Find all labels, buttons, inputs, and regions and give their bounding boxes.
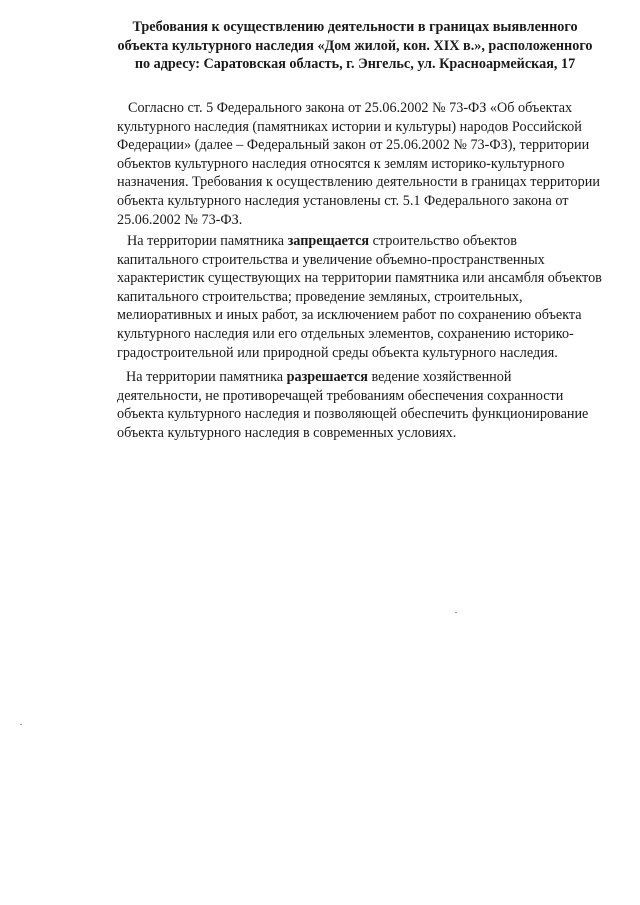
paragraph-lead: На территории памятника [127,233,288,249]
paragraph-permitted [117,368,637,442]
paragraph-line: градостроительной или природной среды объекта культурного наследия. [117,344,558,361]
paragraph-line: культурного наследия или его отдельных элементов, сохранению историко- [117,325,574,342]
scan-speck [455,612,457,613]
paragraph-line: 25.06.2002 № 73-ФЗ. [117,211,243,228]
paragraph-line: характеристик существующих на территории памятника или ансамбля объектов [117,270,602,287]
paragraph-line [117,232,637,251]
paragraph-line: объектов культурного наследия относятся к землям историко-культурного [117,155,565,172]
title-line: Требования к осуществлению деятельности в границах выявленного [132,19,578,35]
scan-speck [20,724,22,725]
emphasis-prohibited: запрещается [287,233,370,249]
paragraph-prohibited [117,232,637,362]
paragraph-line: капитального строительства и увеличение объемно-пространственных [117,251,545,268]
paragraph-line: капитального строительства; проведение земляных, строительных, [117,288,523,305]
paragraph-line: культурного наследия (памятниках истории и культуры) народов Российской [117,118,582,135]
paragraph-line: объекта культурного наследия в современных условиях. [117,424,457,441]
paragraph-line: Федерации» (далее – Федеральный закон от 25.06.2002 № 73-ФЗ), территории [117,137,590,154]
paragraph-line: объекта культурного наследия и позволяющей обеспечить функционирование [117,406,589,423]
document-title [95,18,615,74]
paragraph-line: объекта культурного наследия установлены ст. 5.1 Федерального закона от [117,192,569,209]
paragraph-line: назначения. Требования к осуществлению деятельности в границах территории [117,174,600,191]
paragraph-line [117,368,637,387]
title-line: по адресу: Саратовская область, г. Энгельс, ул. Красноармейская, 17 [134,56,576,72]
paragraph-first-rest: ведение хозяйственной [367,369,512,385]
paragraph-lead: На территории памятника [126,369,287,385]
paragraph-line: Согласно ст. 5 Федерального закона от 25.06.2002 № 73-ФЗ «Об объектах [128,100,573,116]
paragraph-legal-basis [117,99,637,229]
title-line: объекта культурного наследия «Дом жилой, кон. XIX в.», расположенного [117,37,593,54]
paragraph-line: мелиоративных и иных работ, за исключением работ по сохранению объекта [117,307,582,324]
paragraph-line: деятельности, не противоречащей требованиям обеспечения сохранности [117,387,564,404]
paragraph-first-rest: строительство объектов [369,233,517,249]
emphasis-permitted: разрешается [286,369,368,385]
